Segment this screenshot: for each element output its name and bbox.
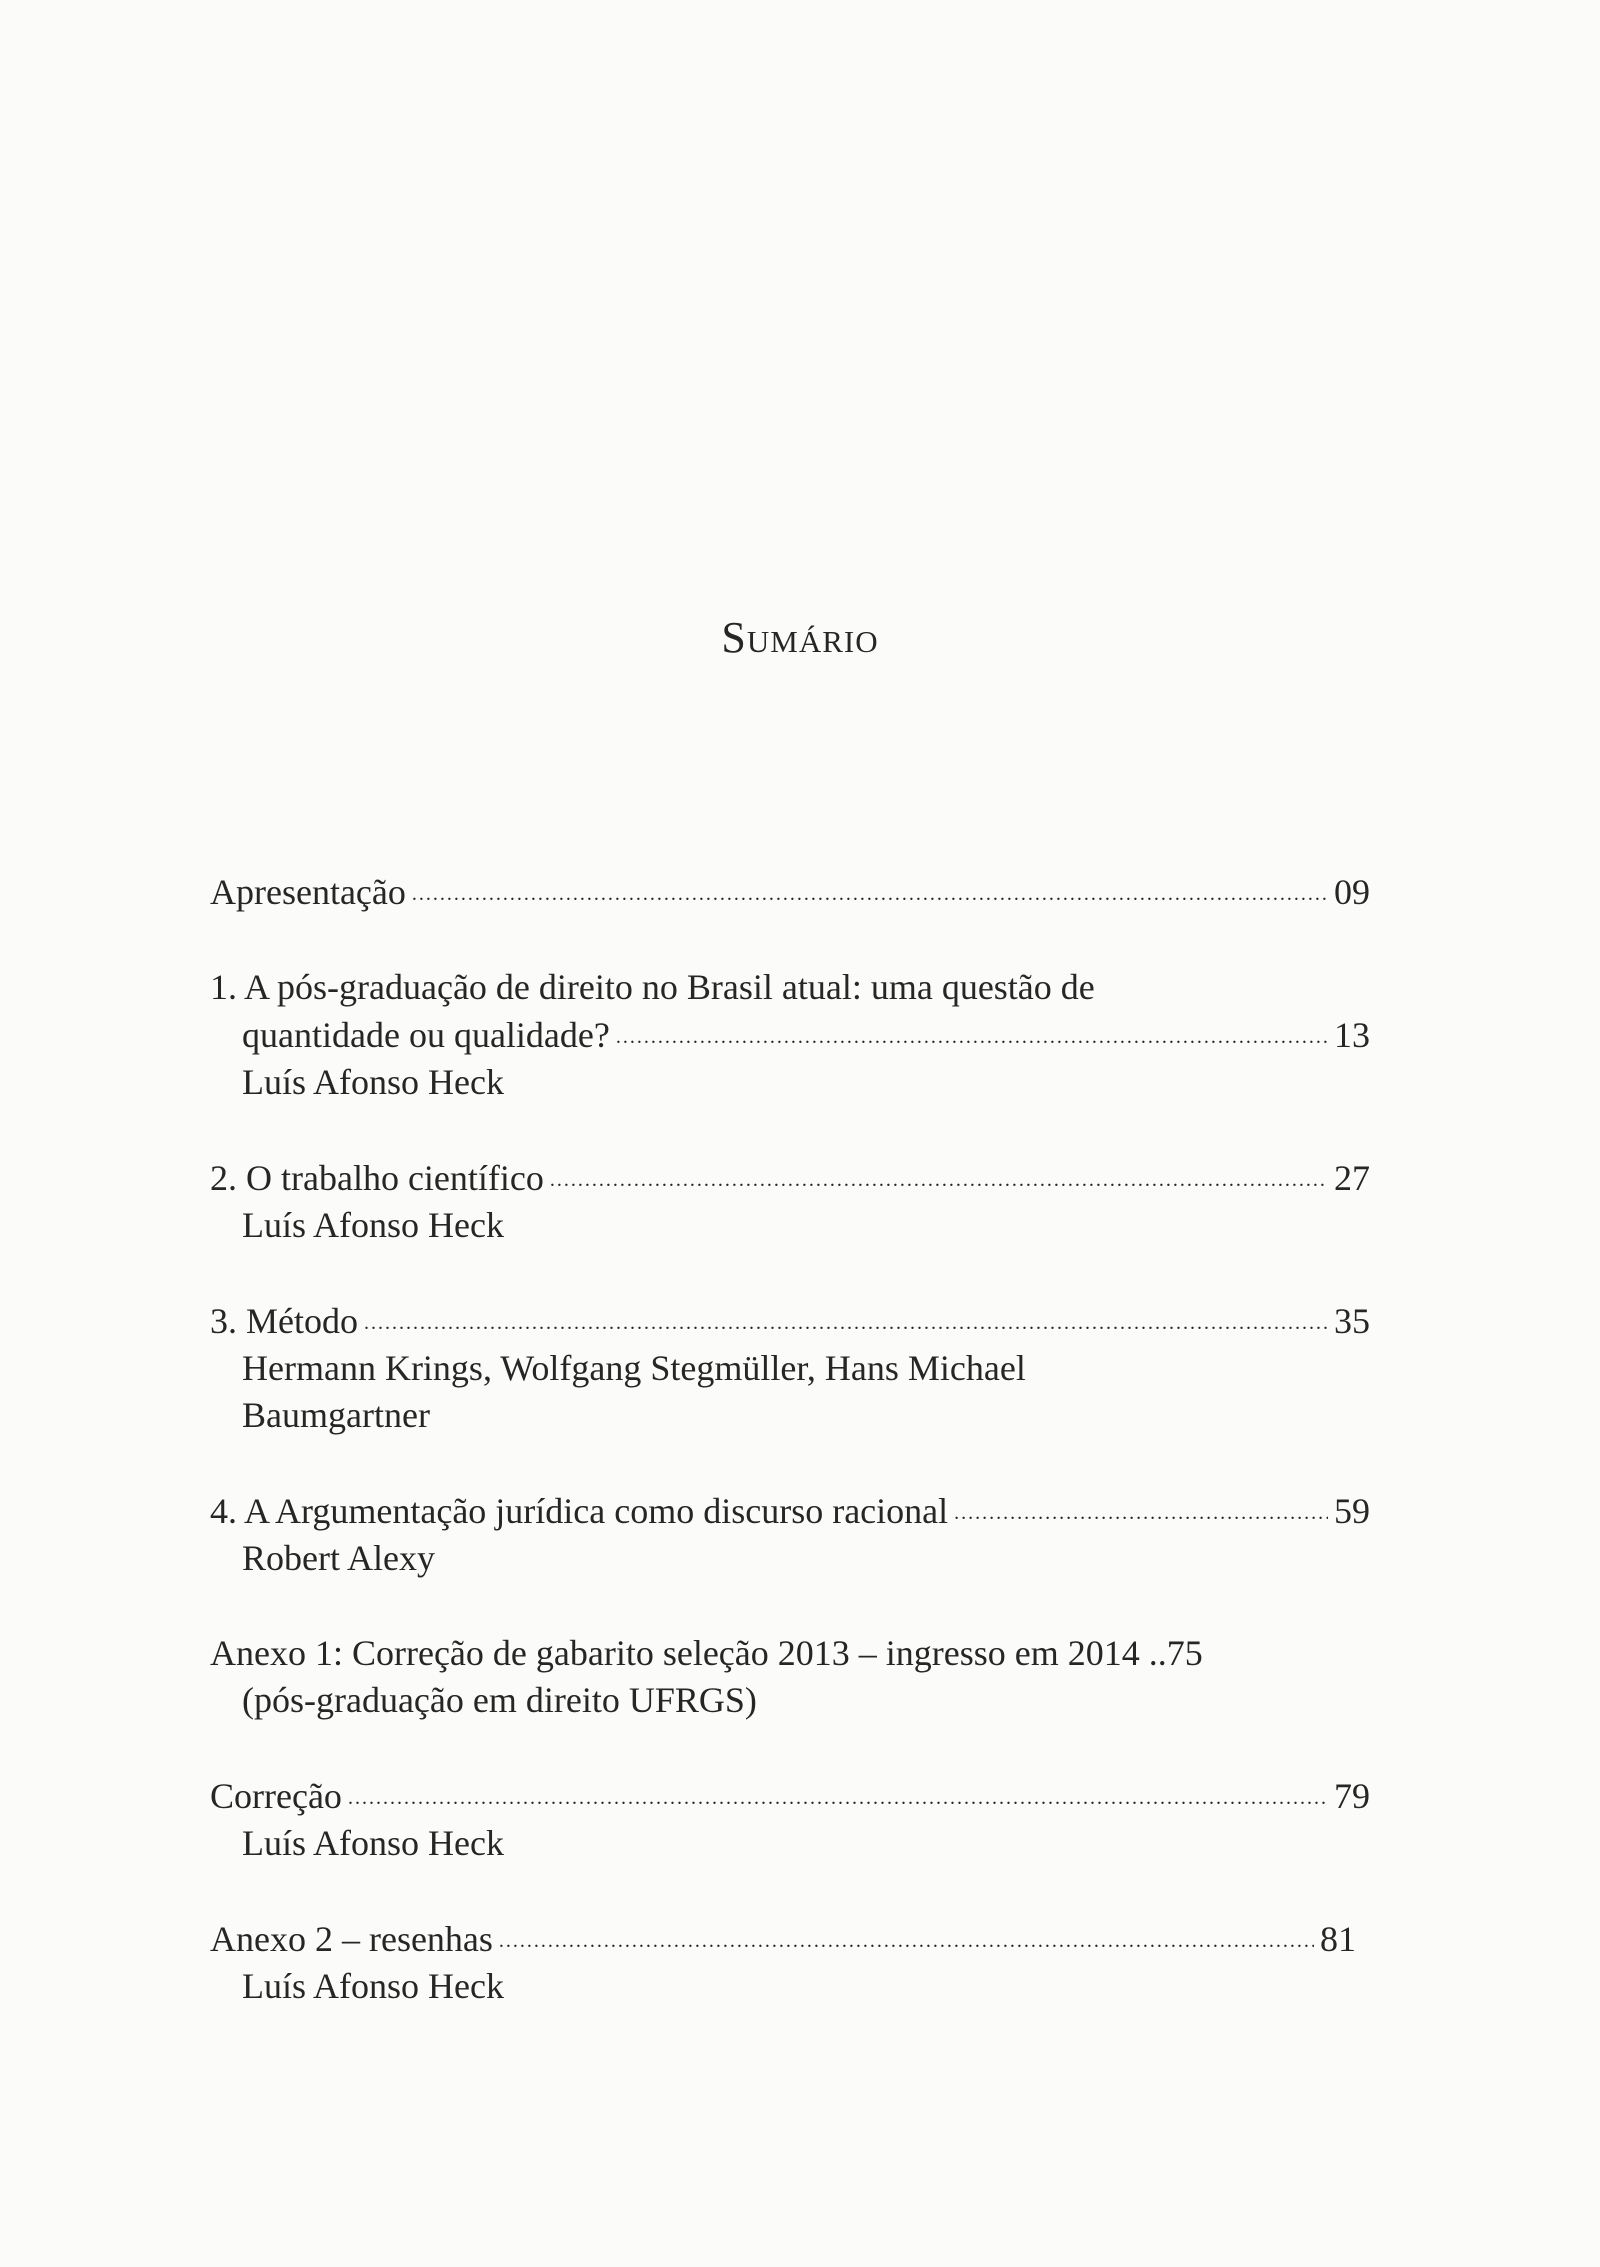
toc-entry-anexo-1[interactable] — [210, 1630, 1370, 1724]
toc-page-number: 09 — [1334, 872, 1370, 912]
toc-page-number: 79 — [1334, 1776, 1370, 1816]
dot-leader — [348, 1772, 1328, 1808]
page-title: Sumário — [721, 613, 879, 662]
toc-entry-title: 2. O trabalho científico — [210, 1158, 544, 1198]
toc-author-continued: Baumgartner — [242, 1395, 430, 1435]
toc-entry-line — [210, 1154, 1370, 1202]
toc-entry-line — [210, 1487, 1370, 1535]
toc-author: Luís Afonso Heck — [242, 1823, 504, 1863]
toc-entry-title: Anexo 2 – resenhas — [210, 1919, 493, 1959]
dot-leader — [550, 1154, 1328, 1190]
toc-author: Luís Afonso Heck — [242, 1062, 504, 1102]
toc-entry-line — [210, 1011, 1370, 1059]
dot-leader — [364, 1297, 1328, 1333]
toc-entry-apresentacao[interactable] — [210, 868, 1370, 916]
toc-entry-title: 4. A Argumentação jurídica como discurso racional — [210, 1491, 949, 1531]
toc-entry-subtitle: (pós-graduação em direito UFRGS) — [242, 1680, 757, 1720]
toc-entry-line — [210, 1297, 1370, 1345]
toc-entry-title: Anexo 1: Correção de gabarito seleção 2013 – ingresso em 2014 ..75 — [210, 1633, 1203, 1673]
toc-author: Hermann Krings, Wolfgang Stegmüller, Hans Michael — [242, 1348, 1026, 1388]
table-of-contents — [210, 868, 1370, 2058]
toc-entry-3[interactable] — [210, 1297, 1370, 1439]
toc-entry-1[interactable] — [210, 964, 1370, 1106]
toc-page-number: 13 — [1334, 1015, 1370, 1055]
toc-entry-4[interactable] — [210, 1487, 1370, 1582]
toc-entry-line — [210, 868, 1370, 916]
toc-author: Robert Alexy — [242, 1538, 435, 1578]
toc-page-number: 27 — [1334, 1158, 1370, 1198]
dot-leader — [954, 1487, 1328, 1523]
toc-entry-title: Apresentação — [210, 872, 406, 912]
toc-author: Luís Afonso Heck — [242, 1966, 504, 2006]
toc-page-number: 35 — [1334, 1301, 1370, 1341]
toc-page-number: 81 — [1320, 1919, 1356, 1959]
dot-leader — [412, 868, 1328, 904]
toc-page-number: 59 — [1334, 1491, 1370, 1531]
dot-leader — [616, 1011, 1328, 1047]
toc-entry-title: Correção — [210, 1776, 342, 1816]
toc-entry-line — [210, 1915, 1370, 1963]
toc-author: Luís Afonso Heck — [242, 1205, 504, 1245]
dot-leader — [499, 1915, 1314, 1951]
toc-entry-title: 1. A pós-graduação de direito no Brasil atual: uma questão de — [210, 967, 1095, 1007]
toc-entry-title: 3. Método — [210, 1301, 358, 1341]
toc-entry-2[interactable] — [210, 1154, 1370, 1249]
toc-entry-line — [210, 1772, 1370, 1820]
toc-entry-anexo-2[interactable] — [210, 1915, 1370, 2010]
toc-entry-title-continued: quantidade ou qualidade? — [242, 1015, 610, 1055]
toc-entry-correcao[interactable] — [210, 1772, 1370, 1867]
